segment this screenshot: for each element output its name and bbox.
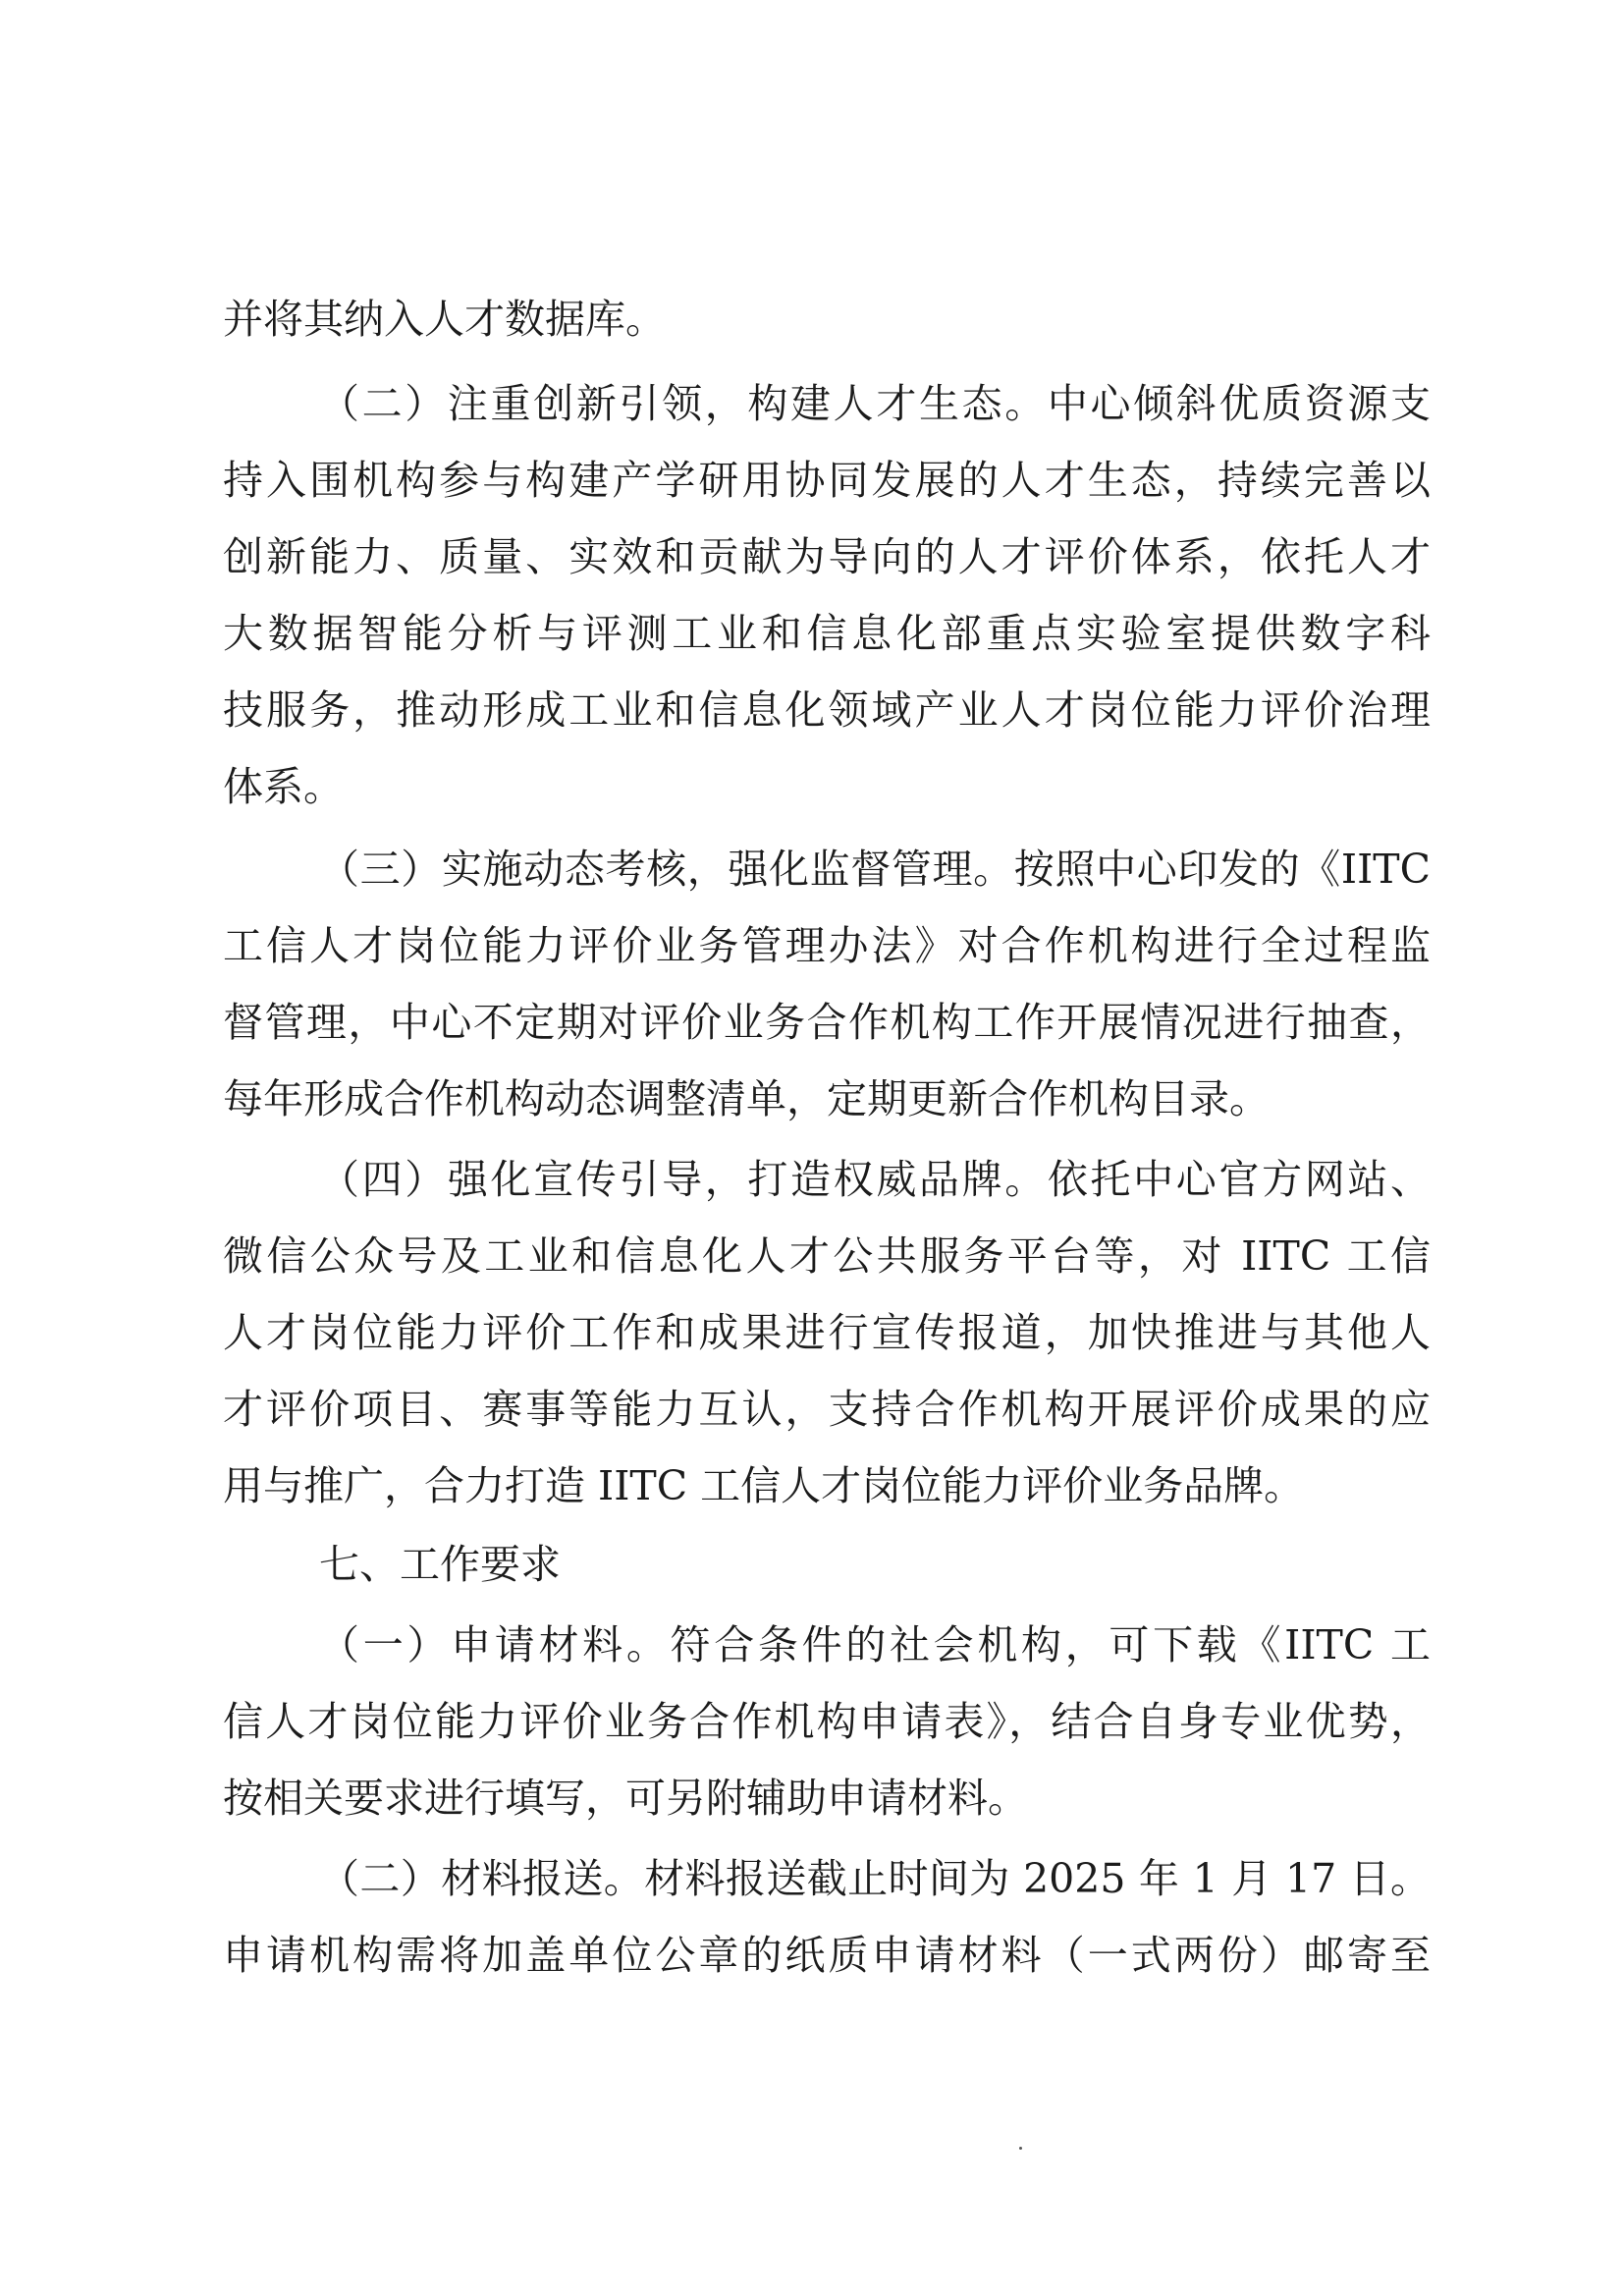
paragraph-line: 信人才岗位能力评价业务合作机构申请表》，结合自身专业优势，	[223, 1698, 1431, 1745]
paragraph-line: 按相关要求进行填写，可另附辅助申请材料。	[223, 1775, 1028, 1822]
paragraph-line: 用与推广，合力打造 IITC 工信人才岗位能力评价业务品牌。	[223, 1462, 1305, 1509]
paragraph-line: 并将其纳入人才数据库。	[223, 296, 666, 343]
paragraph-line: 持入围机构参与构建产学研用协同发展的人才生态，持续完善以	[223, 457, 1431, 504]
paragraph-line: 工信人才岗位能力评价业务管理办法》对合作机构进行全过程监	[223, 922, 1431, 969]
paragraph-line: 才评价项目、赛事等能力互认，支持合作机构开展评价成果的应	[223, 1386, 1431, 1433]
section-heading: 七、工作要求	[319, 1541, 561, 1588]
paragraph-line: 督管理，中心不定期对评价业务合作机构工作开展情况进行抽查，	[223, 999, 1431, 1046]
paragraph-line: （四）强化宣传引导，打造权威品牌。依托中心官方网站、	[319, 1156, 1431, 1203]
paragraph-line: 技服务，推动形成工业和信息化领域产业人才岗位能力评价治理	[223, 686, 1431, 734]
paragraph-line: （三）实施动态考核，强化监督管理。按照中心印发的《IITC	[319, 846, 1431, 893]
paragraph-line: 大数据智能分析与评测工业和信息化部重点实验室提供数字科	[223, 610, 1431, 657]
paragraph-line: 人才岗位能力评价工作和成果进行宣传报道，加快推进与其他人	[223, 1309, 1431, 1356]
scan-speck	[1019, 2147, 1022, 2150]
paragraph-line: （一）申请材料。符合条件的社会机构，可下载《IITC 工	[319, 1621, 1431, 1668]
paragraph-line: 申请机构需将加盖单位公章的纸质申请材料（一式两份）邮寄至	[223, 1932, 1431, 1979]
paragraph-line: （二）材料报送。材料报送截止时间为 2025 年 1 月 17 日。	[319, 1855, 1431, 1902]
paragraph-line: 体系。	[223, 763, 344, 810]
paragraph-line: 微信公众号及工业和信息化人才公共服务平台等，对 IITC 工信	[223, 1232, 1431, 1280]
paragraph-line: 每年形成合作机构动态调整清单，定期更新合作机构目录。	[223, 1075, 1270, 1122]
paragraph-line: 创新能力、质量、实效和贡献为导向的人才评价体系，依托人才	[223, 533, 1431, 580]
paragraph-line: （二）注重创新引领，构建人才生态。中心倾斜优质资源支	[319, 380, 1431, 427]
